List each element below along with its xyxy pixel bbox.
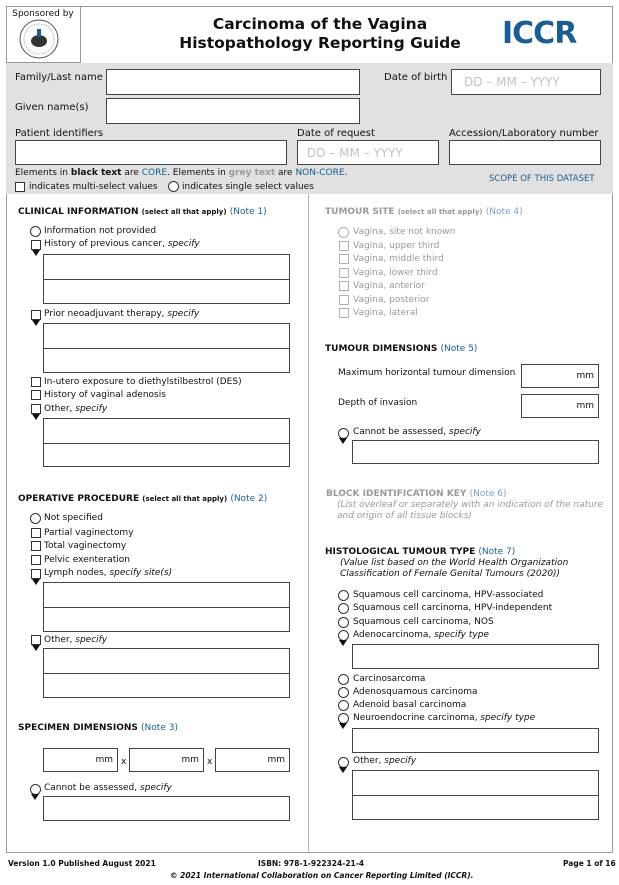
specify-text: specify xyxy=(167,309,200,319)
legend-non-core: NON-CORE xyxy=(295,168,345,178)
lymph-nodes-specify-field[interactable] xyxy=(43,582,290,632)
arrow-down-icon xyxy=(32,579,40,585)
item-text: Other, xyxy=(44,404,76,414)
core-legend xyxy=(15,168,347,178)
arrow-down-icon xyxy=(32,320,40,326)
tumour-site-lower-checkbox[interactable] xyxy=(339,268,349,278)
operative-item-label xyxy=(44,635,107,645)
depth-invasion-label: Depth of invasion xyxy=(338,398,418,408)
tumour-site-item-label: Vagina, middle third xyxy=(353,254,444,264)
unit-label: mm xyxy=(95,755,113,765)
page-title xyxy=(120,15,520,53)
item-text: Neuroendocrine carcinoma, xyxy=(353,713,481,723)
footer-isbn: ISBN: 978-1-922324-21-4 xyxy=(258,859,365,868)
operative-partial-checkbox[interactable] xyxy=(31,528,41,538)
histo-item-label xyxy=(353,756,416,766)
arrow-down-icon xyxy=(339,767,347,773)
legend-mid: . Elements in xyxy=(167,168,229,178)
operative-exenteration-checkbox[interactable] xyxy=(31,555,41,565)
operative-other-checkbox[interactable] xyxy=(31,635,41,645)
histo-item-label: Adenosquamous carcinoma xyxy=(353,687,478,697)
arrow-down-icon xyxy=(339,640,347,646)
operative-item-label: Partial vaginectomy xyxy=(44,528,134,538)
operative-title: OPERATIVE PROCEDURE xyxy=(18,494,140,504)
title-line-2: Histopathology Reporting Guide xyxy=(179,34,461,52)
tumour-site-title: TUMOUR SITE xyxy=(325,207,395,217)
given-name-field[interactable] xyxy=(106,98,360,124)
tumour-dims-cannot-specify-field[interactable] xyxy=(352,440,599,464)
clinical-item-label xyxy=(44,404,107,414)
histo-other-specify-field[interactable] xyxy=(352,770,599,820)
histo-item-label: Adenoid basal carcinoma xyxy=(353,700,467,710)
legend-end: . xyxy=(344,168,348,178)
clinical-other-specify-field[interactable] xyxy=(43,418,290,467)
clinical-other-checkbox[interactable] xyxy=(31,404,41,414)
block-desc-line-2: and origin of all tissue blocks) xyxy=(337,511,472,521)
tumour-site-sub: (select all that apply) xyxy=(397,208,483,216)
clinical-item-label: In-utero exposure to diethylstilbestrol (DES) xyxy=(44,377,242,387)
histo-desc-line-2: Classification of Female Genital Tumours (2020)) xyxy=(340,569,561,579)
tumour-dimensions-heading xyxy=(325,344,477,354)
specify-text: specify xyxy=(167,239,200,249)
iccr-logo: ICCR xyxy=(502,16,577,51)
tumour-site-heading xyxy=(325,207,523,217)
specimen-dim-3-field[interactable] xyxy=(215,748,290,772)
histo-item-label: Squamous cell carcinoma, HPV-associated xyxy=(353,590,544,600)
date-of-request-field[interactable] xyxy=(297,140,439,165)
block-note-link[interactable]: (Note 6) xyxy=(469,489,507,499)
item-text: Cannot be assessed, xyxy=(353,427,449,437)
clinical-item-label: History of vaginal adenosis xyxy=(44,390,166,400)
operative-other-specify-field[interactable] xyxy=(43,648,290,698)
arrow-down-icon xyxy=(32,645,40,651)
histo-scc-hpv-assoc-radio[interactable] xyxy=(338,590,349,601)
operative-lymph-nodes-checkbox[interactable] xyxy=(31,569,41,579)
tumour-site-item-label: Vagina, posterior xyxy=(353,295,430,305)
specimen-cannot-specify-field[interactable] xyxy=(43,796,290,821)
specify-text: specify xyxy=(140,783,172,793)
title-line-1: Carcinoma of the Vagina xyxy=(212,15,428,33)
dob-field[interactable] xyxy=(451,69,601,95)
tumour-site-item-label: Vagina, lower third xyxy=(353,268,438,278)
footer-page: Page 1 of 16 xyxy=(563,859,616,868)
clinical-title: CLINICAL INFORMATION xyxy=(18,207,139,217)
histo-scc-nos-radio[interactable] xyxy=(338,617,349,628)
histo-item-label: Carcinosarcoma xyxy=(353,674,426,684)
clinical-item-label: Information not provided xyxy=(44,226,157,236)
operative-item-label: Pelvic exenteration xyxy=(44,555,130,565)
tumour-site-lateral-checkbox[interactable] xyxy=(339,308,349,318)
accession-field[interactable] xyxy=(449,140,601,165)
clinical-information-heading xyxy=(18,207,267,217)
dob-placeholder: DD – MM – YYYY xyxy=(464,75,560,89)
specimen-dim-1-field[interactable] xyxy=(43,748,118,772)
clinical-neoadjuvant-checkbox[interactable] xyxy=(31,310,41,320)
tumour-site-upper-checkbox[interactable] xyxy=(339,241,349,251)
operative-item-label: Total vaginectomy xyxy=(44,541,127,551)
footer-version: Version 1.0 Published August 2021 xyxy=(8,859,156,868)
footer-copyright: © 2021 International Collaboration on Cancer Reporting Limited (ICCR). xyxy=(170,871,474,880)
histo-item-label: Squamous cell carcinoma, NOS xyxy=(353,617,494,627)
sponsor-seal-icon xyxy=(18,18,60,60)
tumour-site-anterior-checkbox[interactable] xyxy=(339,281,349,291)
specify-text: specify xyxy=(449,427,481,437)
item-text: Prior neoadjuvant therapy, xyxy=(44,309,168,319)
adenocarcinoma-specify-field[interactable] xyxy=(352,644,599,669)
clinical-not-provided-radio[interactable] xyxy=(30,226,41,237)
specimen-cannot-label xyxy=(44,783,172,793)
histo-desc-line-1: (Value list based on the World Health Organization xyxy=(340,558,569,568)
arrow-down-icon xyxy=(339,723,347,729)
tumour-dims-cannot-label xyxy=(353,427,481,437)
operative-total-checkbox[interactable] xyxy=(31,541,41,551)
legend-prefix: Elements in xyxy=(15,168,71,178)
date-of-request-label: Date of request xyxy=(297,128,375,139)
operative-sub: (select all that apply) xyxy=(142,495,228,503)
unit-label: mm xyxy=(576,401,594,411)
single-select-legend-icon xyxy=(168,181,179,192)
clinical-item-label xyxy=(44,239,200,249)
item-text: Other, xyxy=(44,635,76,645)
specify-text: specify xyxy=(75,635,108,645)
arrow-down-icon xyxy=(32,250,40,256)
specify-text: specify type xyxy=(480,713,536,723)
tumour-site-item-label: Vagina, lateral xyxy=(353,308,418,318)
tumour-site-unknown-radio[interactable] xyxy=(338,227,349,238)
multi-select-legend-icon xyxy=(15,182,25,192)
histo-title: HISTOLOGICAL TUMOUR TYPE xyxy=(325,547,476,557)
clinical-note-link[interactable]: (Note 1) xyxy=(229,207,267,217)
previous-cancer-specify-field[interactable] xyxy=(43,254,290,304)
specimen-dim-2-field[interactable] xyxy=(129,748,204,772)
multi-select-legend-label: indicates multi-select values xyxy=(29,182,158,192)
operative-note-link[interactable]: (Note 2) xyxy=(230,494,268,504)
patient-identifiers-label: Patient identifiers xyxy=(15,128,104,139)
dob-label: Date of birth xyxy=(384,72,448,83)
max-dimension-field[interactable] xyxy=(521,364,599,388)
accession-label: Accession/Laboratory number xyxy=(449,128,599,139)
scope-link[interactable]: SCOPE OF THIS DATASET xyxy=(489,174,595,184)
operative-item-label: Not specified xyxy=(44,513,103,523)
histo-carcinosarcoma-radio[interactable] xyxy=(338,674,349,685)
block-title: BLOCK IDENTIFICATION KEY xyxy=(326,489,467,499)
specimen-note-link[interactable]: (Note 3) xyxy=(141,723,178,733)
specify-text: specify type xyxy=(434,630,489,640)
unit-label: mm xyxy=(181,755,199,765)
specimen-title: SPECIMEN DIMENSIONS xyxy=(18,723,138,733)
max-dimension-label: Maximum horizontal tumour dimension xyxy=(338,368,516,378)
item-text: Adenocarcinoma, xyxy=(353,630,435,640)
tumour-site-item-label: Vagina, anterior xyxy=(353,281,425,291)
histo-item-label xyxy=(353,630,489,640)
column-divider xyxy=(308,194,309,853)
neuroendocrine-specify-field[interactable] xyxy=(352,728,599,753)
tumour-dims-title: TUMOUR DIMENSIONS xyxy=(325,344,438,354)
clinical-des-checkbox[interactable] xyxy=(31,377,41,387)
item-text: Lymph nodes, xyxy=(44,568,110,578)
histological-type-heading xyxy=(325,547,515,557)
legend-are-1: are xyxy=(121,168,142,178)
legend-core: CORE xyxy=(141,168,168,178)
item-text: Cannot be assessed, xyxy=(44,783,140,793)
legend-black-text: black text xyxy=(70,168,122,178)
depth-invasion-field[interactable] xyxy=(521,394,599,418)
operative-not-specified-radio[interactable] xyxy=(30,513,41,524)
histo-note-link[interactable]: (Note 7) xyxy=(478,547,516,557)
block-desc-line-1: (List overleaf or separately with an indication of the nature xyxy=(337,500,604,510)
histo-item-label: Squamous cell carcinoma, HPV-independent xyxy=(353,603,553,613)
specify-text: specify xyxy=(384,756,417,766)
item-text: Other, xyxy=(353,756,385,766)
unit-label: mm xyxy=(576,371,594,381)
clinical-adenosis-checkbox[interactable] xyxy=(31,390,41,400)
sponsored-by-label: Sponsored by xyxy=(12,9,74,19)
specify-text: specify site(s) xyxy=(109,568,173,578)
single-select-legend-label: indicates single select values xyxy=(182,182,314,192)
item-text: History of previous cancer, xyxy=(44,239,168,249)
patient-identifiers-field[interactable] xyxy=(15,140,287,165)
histo-item-label xyxy=(353,713,535,723)
tumour-site-item-label: Vagina, upper third xyxy=(353,241,440,251)
operative-procedure-heading xyxy=(18,494,267,504)
tumour-dims-note-link[interactable]: (Note 5) xyxy=(440,344,478,354)
tumour-site-posterior-checkbox[interactable] xyxy=(339,295,349,305)
histo-adenosquamous-radio[interactable] xyxy=(338,687,349,698)
legend-grey-text: grey text xyxy=(228,168,276,178)
clinical-item-label xyxy=(44,309,199,319)
clinical-sub: (select all that apply) xyxy=(141,208,227,216)
specify-text: specify xyxy=(75,404,108,414)
given-name-label: Given name(s) xyxy=(15,102,89,113)
legend-are-2: are xyxy=(275,168,296,178)
specimen-dimensions-heading xyxy=(18,723,178,733)
clinical-previous-cancer-checkbox[interactable] xyxy=(31,240,41,250)
arrow-down-icon xyxy=(32,414,40,420)
operative-item-label xyxy=(44,568,172,578)
tumour-site-note-link[interactable]: (Note 4) xyxy=(485,207,523,217)
histo-scc-hpv-indep-radio[interactable] xyxy=(338,603,349,614)
tumour-site-item-label: Vagina, site not known xyxy=(353,227,456,237)
neoadjuvant-specify-field[interactable] xyxy=(43,323,290,373)
family-name-label: Family/Last name xyxy=(15,72,103,83)
block-identification-heading xyxy=(326,489,507,499)
times-label: x xyxy=(207,757,213,767)
request-date-placeholder: DD – MM – YYYY xyxy=(307,146,403,160)
histo-adenoid-basal-radio[interactable] xyxy=(338,700,349,711)
arrow-down-icon xyxy=(339,438,347,444)
arrow-down-icon xyxy=(31,794,39,800)
tumour-site-middle-checkbox[interactable] xyxy=(339,254,349,264)
family-name-field[interactable] xyxy=(106,69,360,95)
times-label: x xyxy=(121,757,127,767)
unit-label: mm xyxy=(267,755,285,765)
